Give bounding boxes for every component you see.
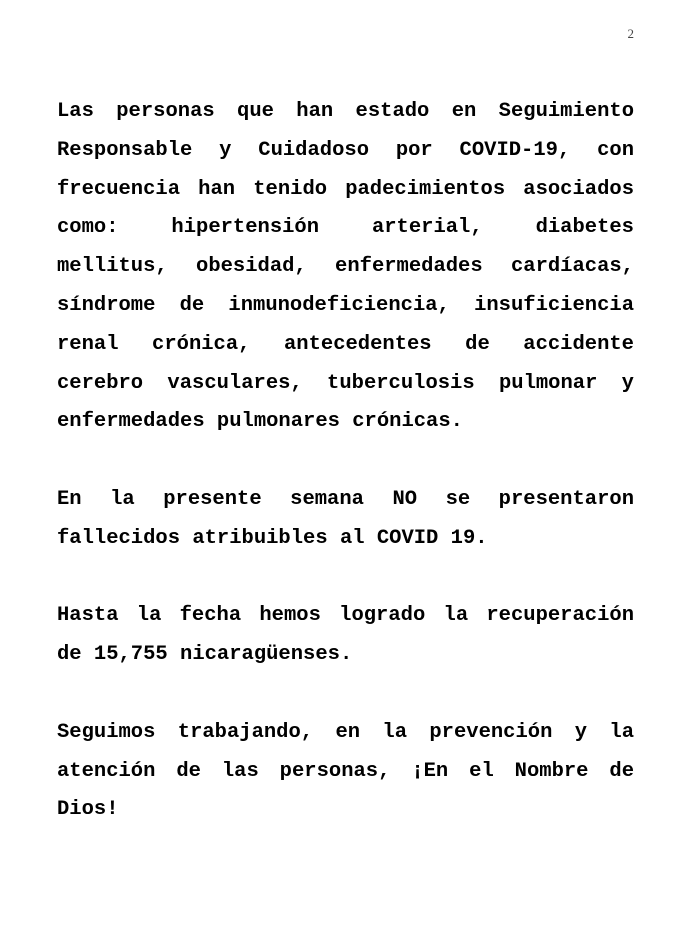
paragraph-deaths: En la presente semana NO se presentaron fallecidos atribuibles al COVID 19. xyxy=(57,487,634,550)
paragraph-recoveries: Hasta la fecha hemos logrado la recuperación de 15,755 nicaragüenses. xyxy=(57,604,634,667)
paragraph-closing: Seguimos trabajando, en la prevención y la atención de las personas, ¡En el Nombre de Dios! xyxy=(57,720,634,822)
paragraph-comorbidities: Las personas que han estado en Seguimiento Responsable y Cuidadoso por COVID-19, con frecuencia han tenido padecimientos asociados como: hipertensión arterial, diabetes mellitus, obesidad, enfermedades cardíacas, síndrome de inmunodeficiencia, insuficiencia renal crónica, antecedentes de accidente cerebro vasculares, tuberculosis pulmonar y enfermedades pulmonares crónicas. xyxy=(57,100,634,434)
document-body xyxy=(57,93,634,830)
page-number: 2 xyxy=(627,26,634,41)
